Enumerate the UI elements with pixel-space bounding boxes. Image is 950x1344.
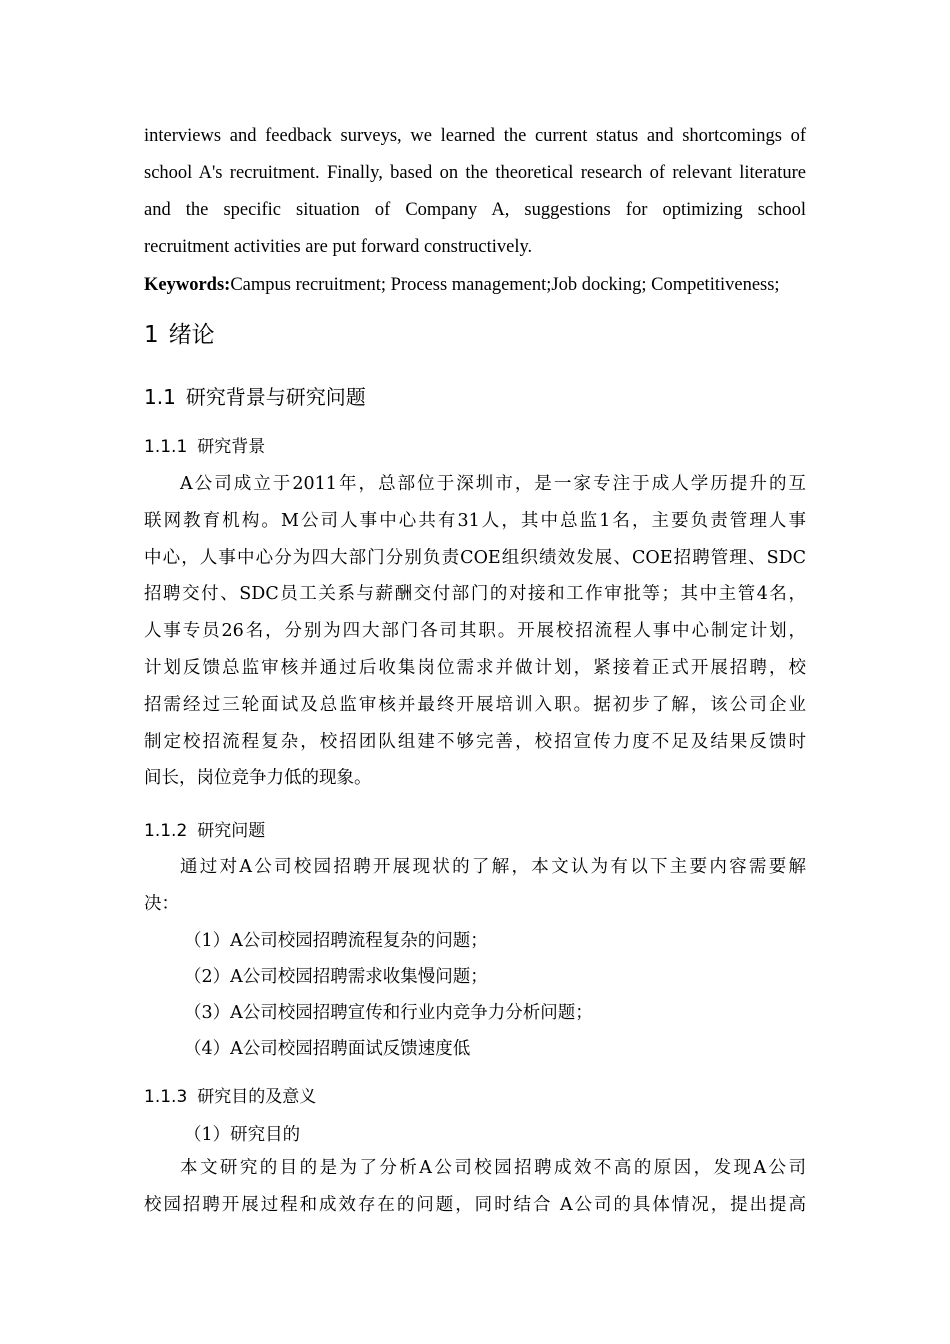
subsection-title: 研究背景	[197, 437, 266, 457]
subsection-number: 1.1.2	[144, 821, 188, 841]
subsection-title: 研究问题	[197, 821, 266, 841]
paragraph-line: 本文研究的目的是为了分析A公司校园招聘成效不高的原因，发现A公司	[180, 1158, 806, 1178]
abstract-line: recruitment activities are put forward constructively.	[144, 237, 533, 257]
subsection-heading-problems	[144, 818, 806, 844]
paragraph-line: A公司成立于2011年，总部位于深圳市，是一家专注于成人学历提升的互	[180, 474, 806, 494]
subsection-heading-background	[144, 434, 806, 460]
keywords-line	[144, 272, 806, 298]
paragraph-line: 决：	[144, 893, 179, 914]
purpose-paragraph	[144, 1150, 806, 1224]
paragraph-line: 人事专员26名，分别为四大部门各司其职。开展校招流程人事中心制定计划，	[144, 621, 806, 642]
paragraph-line: 招聘交付、SDC员工关系与薪酬交付部门的对接和工作审批等；其中主管4名，	[144, 584, 806, 605]
paragraph-line: 通过对A公司校园招聘开展现状的了解，本文认为有以下主要内容需要解	[180, 857, 806, 877]
paragraph-line: 计划反馈总监审核并通过后收集岗位需求并做计划，紧接着正式开展招聘，校	[144, 657, 806, 678]
paragraph-line: 招需经过三轮面试及总监审核并最终开展培训入职。据初步了解，该公司企业	[144, 694, 806, 715]
paragraph-line: 联网教育机构。M公司人事中心共有31人，其中总监1名，主要负责管理人事	[144, 510, 806, 531]
problems-paragraph	[144, 849, 806, 923]
list-item: （3）A公司校园招聘宣传和行业内竞争力分析问题；	[184, 1003, 593, 1023]
list-item: （4）A公司校园招聘面试反馈速度低	[184, 1039, 471, 1059]
section-title: 研究背景与研究问题	[185, 385, 366, 409]
subsection-number: 1.1.3	[144, 1087, 188, 1107]
list-item: （2）A公司校园招聘需求收集慢问题；	[184, 967, 488, 987]
keywords-label: Keywords:	[144, 275, 231, 295]
section-number: 1.1	[144, 385, 176, 409]
paragraph-line: 制定校招流程复杂，校招团队组建不够完善，校招宣传力度不足及结果反馈时	[144, 731, 806, 752]
list-item: （1）研究目的	[184, 1125, 301, 1145]
paragraph-line: 中心，人事中心分为四大部门分别负责COE组织绩效发展、COE招聘管理、SDC	[144, 547, 806, 568]
paragraph-line: 校园招聘开展过程和成效存在的问题，同时结合 A公司的具体情况，提出提高	[144, 1194, 806, 1215]
subsection-number: 1.1.1	[144, 437, 188, 457]
background-paragraph	[144, 466, 806, 797]
paragraph-line: 间长，岗位竞争力低的现象。	[144, 768, 372, 789]
keywords-text: Campus recruitment; Process management;Job docking; Competitiveness;	[230, 275, 780, 295]
section-heading	[144, 383, 806, 411]
chapter-heading	[144, 320, 806, 350]
abstract-line: school A's recruitment. Finally, based on the theoretical research of relevant literature	[144, 163, 806, 183]
chapter-number: 1	[144, 322, 159, 348]
chapter-title: 绪论	[168, 322, 215, 348]
subsection-title: 研究目的及意义	[197, 1087, 317, 1107]
subsection-heading-purpose	[144, 1084, 806, 1110]
list-item: （1）A公司校园招聘流程复杂的问题；	[184, 931, 488, 951]
abstract-line: and the specific situation of Company A, suggestions for optimizing school	[144, 200, 806, 220]
abstract-paragraph	[144, 118, 806, 266]
abstract-line: interviews and feedback surveys, we learned the current status and shortcomings of	[144, 126, 806, 146]
